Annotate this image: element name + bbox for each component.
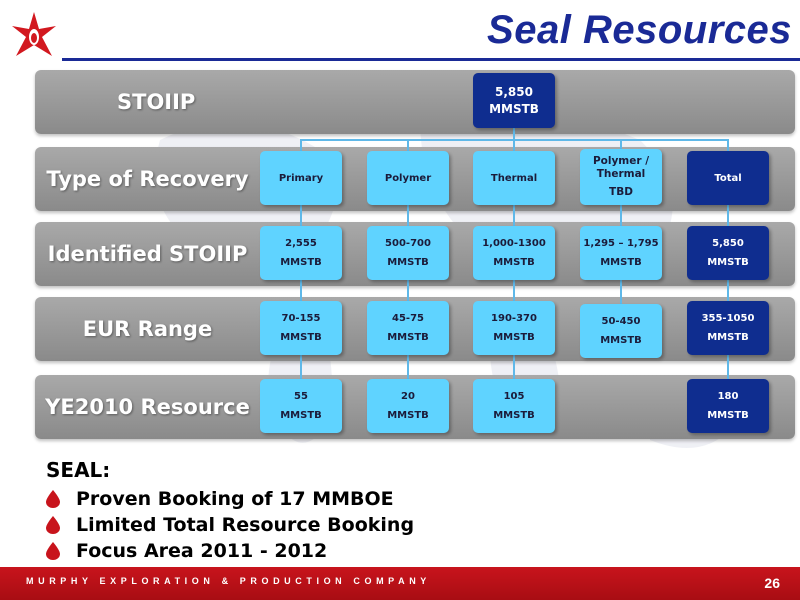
oil-drop-bullet-icon: [46, 516, 60, 534]
band-label-identified-stoiip: Identified STOIIP: [47, 242, 248, 266]
identified-primary-box: [260, 226, 342, 280]
identified-polymer-thermal-box: [580, 226, 662, 280]
band-label-eur-range: EUR Range: [82, 317, 213, 341]
ye2010-value: 180: [717, 391, 739, 402]
eur-unit: MMSTB: [600, 335, 642, 346]
eur-value: 190-370: [491, 313, 537, 324]
recovery-type-primary-box: [260, 151, 342, 205]
band-label-ye2010-resource: YE2010 Resource: [45, 395, 250, 419]
eur-unit: MMSTB: [387, 332, 429, 343]
identified-thermal-box: [473, 226, 555, 280]
ye2010-value: 55: [294, 391, 308, 402]
eur-unit: MMSTB: [493, 332, 535, 343]
identified-value: 5,850: [712, 238, 744, 249]
ye2010-unit: MMSTB: [493, 410, 535, 421]
title-underline: [62, 58, 800, 61]
identified-unit: MMSTB: [387, 257, 429, 268]
list-item: [46, 486, 414, 512]
recovery-type-label: Thermal: [490, 172, 538, 184]
stoiip-unit: MMSTB: [489, 101, 539, 116]
recovery-type-polymer-thermal-box: [580, 149, 662, 205]
stoiip-value: 5,850: [495, 84, 533, 99]
identified-unit: MMSTB: [493, 257, 535, 268]
recovery-type-label: Polymer: [384, 172, 432, 184]
identified-unit: MMSTB: [707, 257, 749, 268]
identified-value: 500-700: [385, 238, 431, 249]
eur-unit: MMSTB: [280, 332, 322, 343]
identified-polymer-box: [367, 226, 449, 280]
eur-polymer-box: [367, 301, 449, 355]
identified-unit: MMSTB: [600, 257, 642, 268]
ye2010-unit: MMSTB: [387, 410, 429, 421]
oil-drop-bullet-icon: [46, 490, 60, 508]
recovery-type-thermal-box: [473, 151, 555, 205]
recovery-type-label: Primary: [278, 172, 324, 184]
ye2010-unit: MMSTB: [707, 410, 749, 421]
stoiip-value-box: [473, 73, 555, 128]
footer-company-name: MURPHY EXPLORATION & PRODUCTION COMPANY: [26, 576, 431, 586]
ye2010-thermal-box: [473, 379, 555, 433]
band-label-stoiip: STOIIP: [117, 90, 196, 114]
eur-value: 355-1050: [701, 313, 755, 324]
eur-value: 50-450: [601, 316, 641, 327]
eur-value: 45-75: [392, 313, 424, 324]
bullet-text: Focus Area 2011 - 2012: [76, 540, 328, 562]
band-stoiip: [35, 70, 795, 134]
recovery-type-sublabel: TBD: [609, 185, 633, 198]
seal-bullet-list: [46, 486, 414, 564]
recovery-type-label: Total: [714, 172, 742, 184]
band-label-type-of-recovery: Type of Recovery: [46, 167, 249, 191]
recovery-type-label: Polymer / Thermal: [592, 154, 650, 181]
list-item: [46, 538, 414, 564]
identified-total-box: [687, 226, 769, 280]
eur-value: 70-155: [281, 313, 321, 324]
seal-heading: SEAL:: [46, 458, 111, 482]
eur-thermal-box: [473, 301, 555, 355]
eur-primary-box: [260, 301, 342, 355]
recovery-type-polymer-box: [367, 151, 449, 205]
ye2010-value: 20: [401, 391, 415, 402]
identified-unit: MMSTB: [280, 257, 322, 268]
footer-bar: [0, 567, 800, 600]
identified-value: 1,000-1300: [482, 238, 546, 249]
eur-polymer-thermal-box: [580, 304, 662, 358]
page-number: 26: [764, 575, 780, 591]
oil-drop-bullet-icon: [46, 542, 60, 560]
ye2010-value: 105: [503, 391, 525, 402]
eur-unit: MMSTB: [707, 332, 749, 343]
eur-total-box: [687, 301, 769, 355]
ye2010-unit: MMSTB: [280, 410, 322, 421]
page-title: Seal Resources: [487, 8, 792, 52]
bullet-text: Proven Booking of 17 MMBOE: [76, 488, 394, 510]
identified-value: 1,295 – 1,795: [583, 238, 659, 249]
ye2010-polymer-box: [367, 379, 449, 433]
ye2010-total-box: [687, 379, 769, 433]
recovery-type-total-box: [687, 151, 769, 205]
list-item: [46, 512, 414, 538]
ye2010-primary-box: [260, 379, 342, 433]
bullet-text: Limited Total Resource Booking: [76, 514, 415, 536]
identified-value: 2,555: [285, 238, 317, 249]
murphy-logo-icon: [10, 12, 58, 60]
